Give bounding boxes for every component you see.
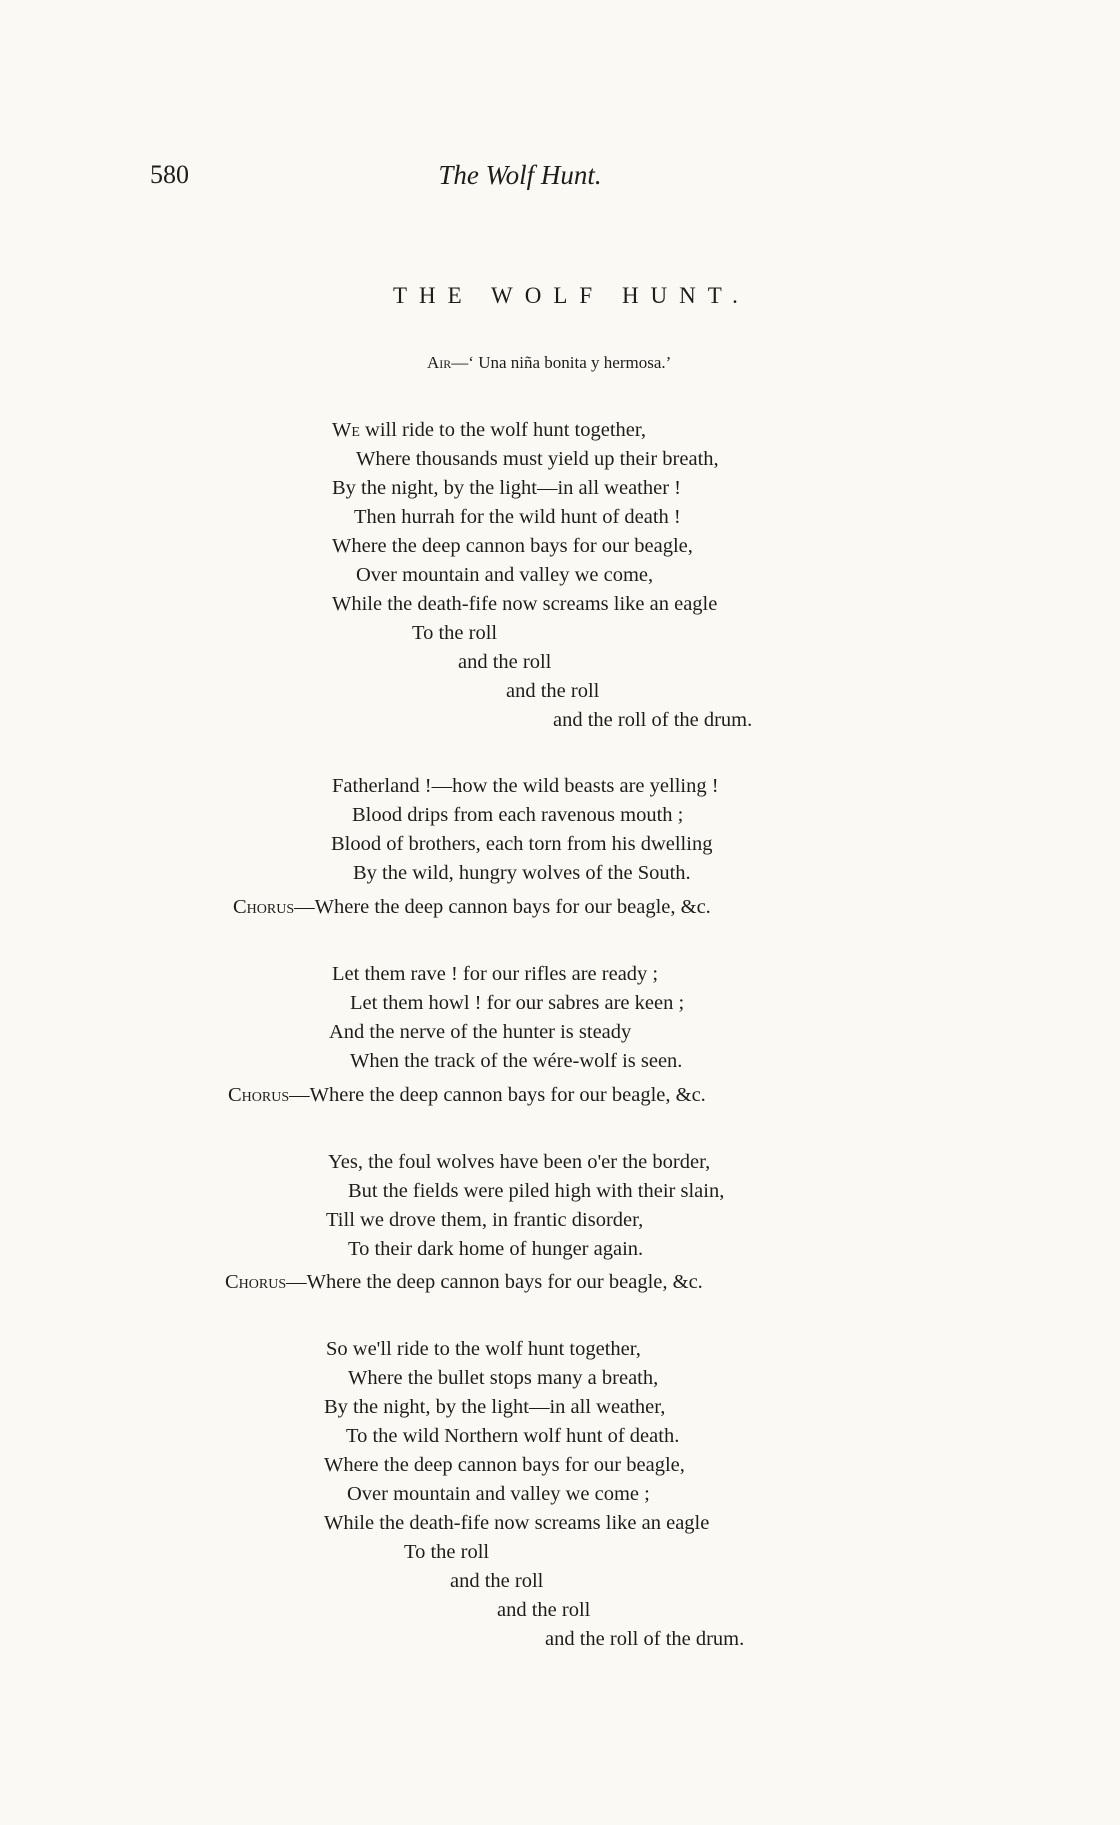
verse-line [332, 416, 646, 445]
chorus-text: —Where the deep cannon bays for our beagle, &c. [289, 1084, 706, 1106]
chorus-label: Chorus [233, 896, 295, 918]
verse-line: While the death-fife now screams like an eagle [332, 593, 718, 615]
air-label: Air [427, 353, 452, 372]
verse-line: Where thousands must yield up their breath, [356, 448, 719, 470]
verse-line: Over mountain and valley we come, [356, 564, 654, 586]
poem-title-text: THE WOLF HUNT. [393, 283, 750, 308]
verse-line: To the roll [412, 622, 498, 644]
chorus-line [228, 1081, 706, 1110]
drop-word: We [332, 419, 360, 441]
verse-line: Where the deep cannon bays for our beagle, [332, 535, 693, 557]
chorus-line [233, 893, 711, 922]
chorus-label: Chorus [225, 1271, 287, 1293]
verse-text: will ride to the wolf hunt together, [359, 419, 647, 441]
verse-line: Blood of brothers, each torn from his dwelling [331, 833, 713, 855]
verse-line: Over mountain and valley we come ; [347, 1483, 650, 1505]
chorus-label: Chorus [228, 1084, 290, 1106]
chorus-line [225, 1268, 703, 1297]
verse-line: Where the deep cannon bays for our beagle, [324, 1454, 685, 1476]
verse-line: Yes, the foul wolves have been o'er the border, [328, 1151, 711, 1173]
verse-line: While the death-fife now screams like an eagle [324, 1512, 710, 1534]
air-text: —‘ Una niña bonita y hermosa.’ [451, 353, 672, 372]
chorus-text: —Where the deep cannon bays for our beagle, &c. [294, 896, 711, 918]
verse-line: and the roll of the drum. [553, 709, 753, 731]
verse-line: and the roll [506, 680, 600, 702]
verse-line: and the roll [458, 651, 552, 673]
page-number: 580 [150, 160, 189, 189]
verse-line: To their dark home of hunger again. [348, 1238, 644, 1260]
verse-line: Fatherland !—how the wild beasts are yelling ! [332, 775, 719, 797]
verse-line: To the roll [404, 1541, 490, 1563]
verse-line: Blood drips from each ravenous mouth ; [352, 804, 684, 826]
verse-line: Till we drove them, in frantic disorder, [326, 1209, 644, 1231]
verse-line: By the night, by the light—in all weather, [324, 1396, 666, 1418]
verse-line: When the track of the wére-wolf is seen. [350, 1050, 683, 1072]
verse-line: Let them howl ! for our sabres are keen ; [350, 992, 685, 1014]
verse-line: To the wild Northern wolf hunt of death. [346, 1425, 680, 1447]
verse-line: and the roll of the drum. [545, 1628, 745, 1650]
verse-line: So we'll ride to the wolf hunt together, [326, 1338, 641, 1360]
verse-line: But the fields were piled high with their slain, [348, 1180, 725, 1202]
verse-line: Where the bullet stops many a breath, [348, 1367, 659, 1389]
verse-line: And the nerve of the hunter is steady [329, 1021, 632, 1043]
running-title: The Wolf Hunt. [438, 160, 602, 190]
verse-line: and the roll [497, 1599, 591, 1621]
verse-line: and the roll [450, 1570, 544, 1592]
verse-line: By the night, by the light—in all weather ! [332, 477, 682, 499]
verse-line: Let them rave ! for our rifles are ready ; [332, 963, 659, 985]
chorus-text: —Where the deep cannon bays for our beagle, &c. [286, 1271, 703, 1293]
verse-line: Then hurrah for the wild hunt of death ! [354, 506, 681, 528]
verse-line: By the wild, hungry wolves of the South. [353, 862, 691, 884]
